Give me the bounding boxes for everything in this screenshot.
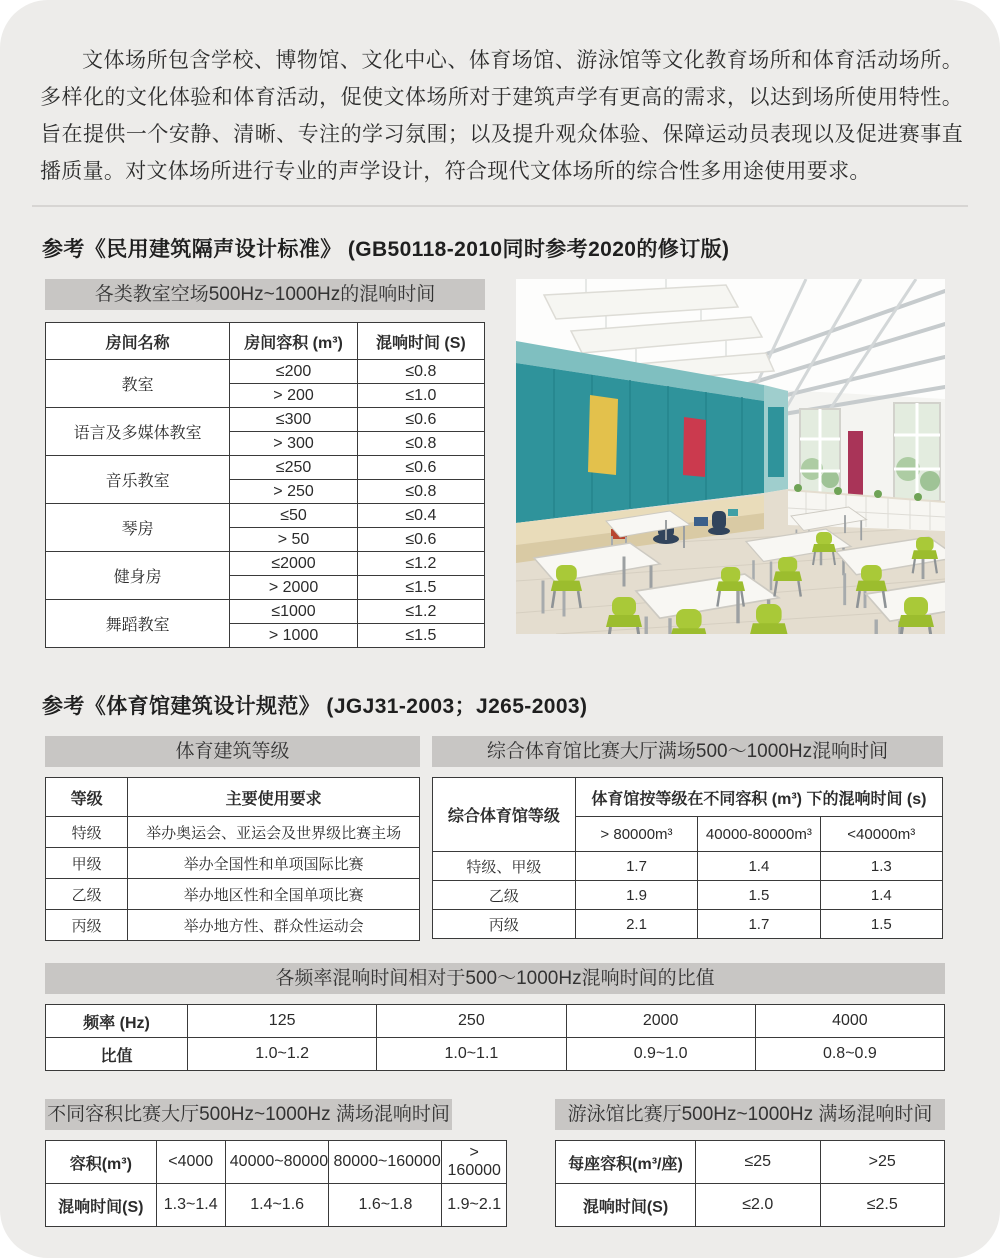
col-header-rt: 混响时间 (S) [357,323,484,360]
rt-cell: ≤1.2 [357,552,484,576]
volume-cell: ≤1000 [230,600,357,624]
rt-cell: ≤0.4 [357,504,484,528]
rt-cell: ≤0.6 [357,456,484,480]
jgj-standard-heading: 参考《体育馆建筑设计规范》 (JGJ31-2003；J265-2003) [42,695,588,718]
rt-cell: ≤0.6 [357,528,484,552]
header-row [46,778,420,817]
volume-cell: ≤25 [696,1141,820,1184]
ratio-table-title: 各频率混响时间相对于500～1000Hz混响时间的比值 [45,963,945,994]
volume-cell: 40000~80000 [225,1141,329,1184]
pool-rt-table-block [555,1099,945,1227]
rt-cell: 1.3 [820,852,942,881]
span-header: 体育馆按等级在不同容积 (m³) 下的混响时间 (s) [575,778,942,817]
row-label: 混响时间(S) [556,1184,696,1227]
volume-cell: > 300 [230,432,357,456]
table-row [46,910,420,941]
grade-cell: 乙级 [46,879,128,910]
gym-rt-table-block [432,736,943,941]
section-divider [32,205,968,207]
usage-cell: 举办全国性和单项国际比赛 [128,848,420,879]
volume-cell: > 1000 [230,624,357,648]
volume-cell: ≤2000 [230,552,357,576]
table-row [46,817,420,848]
volume-header: 40000-80000m³ [698,817,820,852]
table-row [46,1184,507,1227]
volume-cell: > 50 [230,528,357,552]
grade-table-block [45,736,420,941]
hall-volume-rt-table [45,1140,507,1227]
grade-cell: 乙级 [433,881,576,910]
volume-cell: ≤200 [230,360,357,384]
row-label: 比值 [46,1038,188,1071]
table-row [46,848,420,879]
volume-cell: >25 [820,1141,945,1184]
grade-table-title: 体育建筑等级 [45,736,420,767]
table-row [556,1141,945,1184]
gym-rt-table [432,777,943,939]
rt-cell: ≤0.6 [357,408,484,432]
rt-cell: ≤0.8 [357,480,484,504]
table-row [46,1141,507,1184]
room-name-cell: 健身房 [46,552,230,600]
grade-cell: 甲级 [46,848,128,879]
ratio-cell: 1.0~1.1 [377,1038,566,1071]
rt-cell: ≤1.5 [357,624,484,648]
table-row [46,504,485,528]
pool-rt-table-title: 游泳馆比赛厅500Hz~1000Hz 满场混响时间 [555,1099,945,1130]
rt-cell: 1.7 [575,852,697,881]
freq-cell: 4000 [755,1005,944,1038]
volume-rt-table-title: 不同容积比赛大厅500Hz~1000Hz 满场混响时间 [45,1099,452,1130]
rt-cell: 2.1 [575,910,697,939]
row-label: 每座容积(m³/座) [556,1141,696,1184]
volume-header: <40000m³ [820,817,942,852]
classroom-table-title: 各类教室空场500Hz~1000Hz的混响时间 [45,279,485,310]
volume-cell: <4000 [156,1141,225,1184]
gb-standard-heading: 参考《民用建筑隔声设计标准》 (GB50118-2010同时参考2020的修订版) [42,238,730,261]
table-row [433,910,943,939]
freq-cell: 250 [377,1005,566,1038]
grade-cell: 丙级 [46,910,128,941]
rt-cell: ≤1.0 [357,384,484,408]
room-name-cell: 音乐教室 [46,456,230,504]
volume-cell: ≤50 [230,504,357,528]
ratio-cell: 0.9~1.0 [566,1038,755,1071]
rt-cell: 1.5 [698,881,820,910]
gym-section [45,736,955,941]
col-header-grade: 等级 [46,778,128,817]
table-row [433,852,943,881]
classroom-table-block [45,279,485,648]
pool-rt-table [555,1140,945,1227]
intro-paragraph: 文体场所包含学校、博物馆、文化中心、体育场馆、游泳馆等文化教育场所和体育活动场所。多样化的文化体验和体育活动，促使文体场所对于建筑声学有更高的需求，以达到场所使用特性。旨在提供一个安静、清晰、专注的学习氛围；以及提升观众体验、保障运动员表现以及促进赛事直播质量。对文体场所进行专业的声学设计，符合现代文体场所的综合性多用途使用要求。 [40,49,963,183]
rt-cell: ≤0.8 [357,360,484,384]
rt-cell: 1.3~1.4 [156,1184,225,1227]
classroom-photo [516,279,945,634]
volume-cell: > 250 [230,480,357,504]
table-row [46,1005,945,1038]
rt-cell: 1.4~1.6 [225,1184,329,1227]
row-label: 混响时间(S) [46,1184,157,1227]
rt-cell: 1.5 [820,910,942,939]
volume-cell: > 200 [230,384,357,408]
volume-cell: > 160000 [442,1141,507,1184]
rt-cell: 1.4 [820,881,942,910]
ratio-section [45,963,955,1071]
freq-cell: 125 [188,1005,377,1038]
usage-cell: 举办地方性、群众性运动会 [128,910,420,941]
table-row [46,879,420,910]
room-name-cell: 舞蹈教室 [46,600,230,648]
usage-cell: 举办奥运会、亚运会及世界级比赛主场 [128,817,420,848]
volume-cell: ≤250 [230,456,357,480]
frequency-ratio-table [45,1004,945,1071]
rt-cell: ≤1.5 [357,576,484,600]
volume-cell: 80000~160000 [329,1141,442,1184]
table-row [433,881,943,910]
table-row [556,1184,945,1227]
rt-cell: 1.6~1.8 [329,1184,442,1227]
row-label: 容积(m³) [46,1141,157,1184]
grade-cell: 特级 [46,817,128,848]
room-name-cell: 教室 [46,360,230,408]
volume-header: > 80000m³ [575,817,697,852]
table-row [46,600,485,624]
rt-cell: 1.7 [698,910,820,939]
table-row [46,408,485,432]
col-header-room: 房间名称 [46,323,230,360]
rt-cell: ≤0.8 [357,432,484,456]
table-row [46,1038,945,1071]
classroom-rt-table [45,322,485,648]
ratio-cell: 0.8~0.9 [755,1038,944,1071]
rt-cell: 1.4 [698,852,820,881]
header-row [46,323,485,360]
col-header-usage: 主要使用要求 [128,778,420,817]
rt-cell: 1.9 [575,881,697,910]
bottom-tables-section [45,1099,955,1227]
room-name-cell: 琴房 [46,504,230,552]
table-row [46,360,485,384]
gym-rt-table-title: 综合体育馆比赛大厅满场500～1000Hz混响时间 [432,736,943,767]
rt-cell: ≤2.5 [820,1184,945,1227]
grade-cell: 丙级 [433,910,576,939]
table-row [46,456,485,480]
header-row [433,778,943,817]
room-name-cell: 语言及多媒体教室 [46,408,230,456]
building-grade-table [45,777,420,941]
col-header-volume: 房间容积 (m³) [230,323,357,360]
ratio-cell: 1.0~1.2 [188,1038,377,1071]
table-row [46,552,485,576]
volume-cell: > 2000 [230,576,357,600]
corner-header: 综合体育馆等级 [433,778,576,852]
volume-cell: ≤300 [230,408,357,432]
rt-cell: ≤2.0 [696,1184,820,1227]
rt-cell: 1.9~2.1 [442,1184,507,1227]
freq-cell: 2000 [566,1005,755,1038]
classroom-section [45,279,955,648]
usage-cell: 举办地区性和全国单项比赛 [128,879,420,910]
rt-cell: ≤1.2 [357,600,484,624]
volume-rt-table-block [45,1099,507,1227]
grade-cell: 特级、甲级 [433,852,576,881]
row-label: 频率 (Hz) [46,1005,188,1038]
